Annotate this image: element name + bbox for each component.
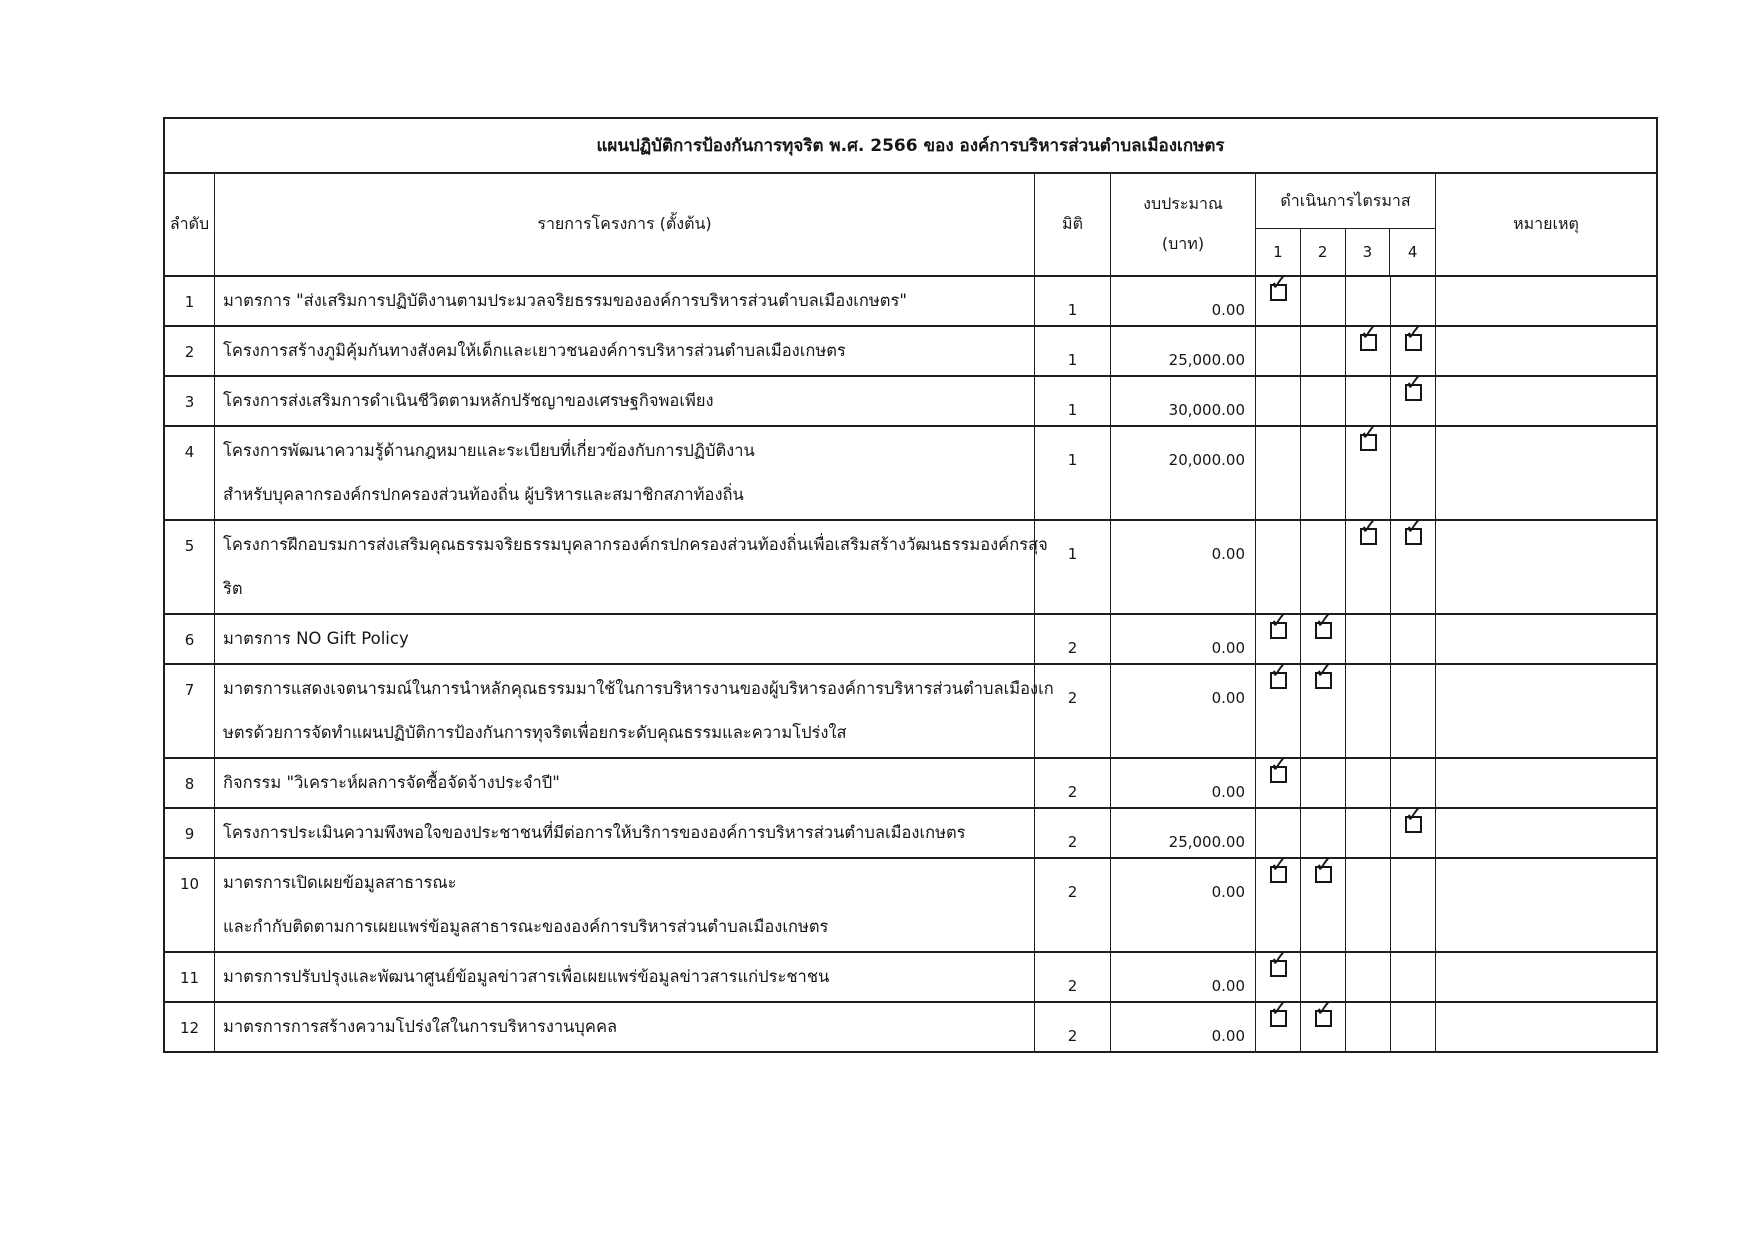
remark-cell: [1436, 327, 1656, 375]
col-header-quarters-group: [1256, 174, 1436, 275]
project-name-line: กิจกรรม "วิเคราะห์ผลการจัดซื้อจัดจ้างประจำปี": [223, 773, 560, 792]
quarter-3-cell: [1346, 665, 1391, 757]
remark-cell: [1436, 759, 1656, 807]
project-name-line: และกำกับติดตามการเผยแพร่ข้อมูลสาธารณะขององค์การบริหารส่วนตำบลเมืองเกษตร: [223, 917, 829, 936]
checked-checkbox-icon: [1314, 658, 1334, 689]
row-number: 7: [165, 665, 215, 757]
dimension-value: 2: [1035, 809, 1111, 857]
check-mark: ✓: [1359, 514, 1379, 540]
remark-cell: [1436, 809, 1656, 857]
quarter-1-cell: [1256, 521, 1301, 613]
check-mark: ✓: [1269, 852, 1289, 878]
quarter-3-cell: [1346, 859, 1391, 951]
check-mark: ✓: [1314, 852, 1334, 878]
row-number: 5: [165, 521, 215, 613]
quarter-1-cell: [1256, 809, 1301, 857]
col-header-budget-line1: งบประมาณ: [1143, 193, 1223, 213]
quarter-2-cell: [1301, 327, 1346, 375]
table-row: [165, 420, 1656, 519]
table-row: [165, 752, 1656, 807]
quarter-1-cell: [1256, 327, 1301, 375]
quarters-group-label: ดำเนินการไตรมาส: [1256, 174, 1435, 229]
checked-checkbox-icon: [1359, 420, 1379, 451]
dimension-value: 2: [1035, 859, 1111, 951]
quarter-number-headers: [1256, 229, 1435, 275]
row-number: 3: [165, 377, 215, 425]
quarter-3-cell: [1346, 514, 1391, 613]
check-mark: ✓: [1404, 514, 1424, 540]
project-name-line: โครงการประเมินความพึงพอใจของประชาชนที่มีต่อการให้บริการขององค์การบริหารส่วนตำบลเมืองเกษตร: [223, 823, 966, 842]
dimension-value: 2: [1035, 759, 1111, 807]
quarter-2-cell: [1301, 427, 1346, 519]
table-row: [165, 608, 1656, 663]
remark-cell: [1436, 665, 1656, 757]
project-name-cell: [215, 521, 1048, 613]
checked-checkbox-icon: [1269, 270, 1289, 301]
quarter-2-cell: [1301, 953, 1346, 1001]
budget-value: 20,000.00: [1111, 427, 1256, 519]
quarter-4-cell: [1391, 859, 1436, 951]
dimension-value: 2: [1035, 953, 1111, 1001]
project-name-cell: [215, 427, 1035, 519]
project-name-cell: [215, 759, 1035, 807]
quarter-1-cell: [1256, 270, 1301, 325]
table-row: [165, 514, 1656, 613]
quarter-3-cell: [1346, 953, 1391, 1001]
table-row: [165, 370, 1656, 425]
project-name-line: มาตรการแสดงเจตนารมณ์ในการนำหลักคุณธรรมมาใช้ในการบริหารงานของผู้บริหารองค์การบริหารส่วนตำบลเมืองเก: [223, 679, 1054, 698]
check-mark: ✓: [1314, 608, 1334, 634]
checked-checkbox-icon: [1314, 996, 1334, 1027]
col-header-remark: หมายเหตุ: [1513, 214, 1579, 233]
checked-checkbox-icon: [1404, 802, 1424, 833]
quarter-1-cell: [1256, 377, 1301, 425]
quarter-2-cell: [1301, 608, 1346, 663]
col-header-dimension: มิติ: [1035, 174, 1111, 275]
row-number: 10: [165, 859, 215, 951]
table-row: [165, 802, 1656, 857]
dimension-value: 1: [1035, 521, 1111, 613]
project-name-line: มาตรการเปิดเผยข้อมูลสาธารณะ: [223, 873, 457, 892]
check-mark: ✓: [1404, 802, 1424, 828]
budget-value: 0.00: [1111, 665, 1256, 757]
table-body: [165, 270, 1656, 1051]
quarter-4-cell: [1391, 615, 1436, 663]
project-name-cell: [215, 809, 1035, 857]
dimension-value: 1: [1035, 327, 1111, 375]
project-name-line: โครงการพัฒนาความรู้ด้านกฎหมายและระเบียบที่เกี่ยวข้องกับการปฏิบัติงาน: [223, 441, 755, 460]
project-name-cell: [215, 665, 1054, 757]
col-header-quarter-1: 1: [1256, 229, 1301, 275]
checked-checkbox-icon: [1269, 946, 1289, 977]
budget-value: 25,000.00: [1111, 327, 1256, 375]
quarter-1-cell: [1256, 852, 1301, 951]
project-name-line: โครงการสร้างภูมิคุ้มกันทางสังคมให้เด็กและเยาวชนองค์การบริหารส่วนตำบลเมืองเกษตร: [223, 341, 846, 360]
check-mark: ✓: [1359, 420, 1379, 446]
checked-checkbox-icon: [1359, 320, 1379, 351]
budget-value: 25,000.00: [1111, 809, 1256, 857]
remark-cell: [1436, 615, 1656, 663]
quarter-1-cell: [1256, 752, 1301, 807]
quarter-3-cell: [1346, 420, 1391, 519]
checked-checkbox-icon: [1269, 752, 1289, 783]
checked-checkbox-icon: [1314, 852, 1334, 883]
dimension-value: 1: [1035, 427, 1111, 519]
quarter-4-cell: [1391, 370, 1436, 425]
quarter-2-cell: [1301, 277, 1346, 325]
quarter-4-cell: [1391, 320, 1436, 375]
quarter-2-cell: [1301, 809, 1346, 857]
project-name-cell: [215, 1003, 1035, 1051]
dimension-value: 1: [1035, 377, 1111, 425]
budget-value: 0.00: [1111, 615, 1256, 663]
project-name-line: มาตรการ "ส่งเสริมการปฏิบัติงานตามประมวลจริยธรรมขององค์การบริหารส่วนตำบลเมืองเกษตร": [223, 291, 907, 310]
project-name-cell: [215, 953, 1035, 1001]
quarter-4-cell: [1391, 759, 1436, 807]
quarter-3-cell: [1346, 320, 1391, 375]
check-mark: ✓: [1269, 996, 1289, 1022]
row-number: 2: [165, 327, 215, 375]
checked-checkbox-icon: [1359, 514, 1379, 545]
row-number: 4: [165, 427, 215, 519]
checked-checkbox-icon: [1269, 608, 1289, 639]
dimension-value: 2: [1035, 665, 1111, 757]
quarter-3-cell: [1346, 1003, 1391, 1051]
quarter-2-cell: [1301, 852, 1346, 951]
remark-cell: [1436, 859, 1656, 951]
row-number: 9: [165, 809, 215, 857]
table-header-row: [165, 172, 1656, 275]
row-number: 1: [165, 277, 215, 325]
quarter-1-cell: [1256, 658, 1301, 757]
dimension-value: 1: [1035, 277, 1111, 325]
check-mark: ✓: [1314, 658, 1334, 684]
col-header-quarter-4: 4: [1407, 243, 1418, 261]
remark-cell: [1436, 377, 1656, 425]
quarter-1-cell: [1256, 608, 1301, 663]
remark-cell: [1436, 521, 1656, 613]
budget-value: 30,000.00: [1111, 377, 1256, 425]
table-row: [165, 270, 1656, 325]
checked-checkbox-icon: [1404, 320, 1424, 351]
col-header-no: ลำดับ: [165, 174, 215, 275]
check-mark: ✓: [1269, 752, 1289, 778]
checked-checkbox-icon: [1269, 852, 1289, 883]
remark-cell: [1436, 953, 1656, 1001]
quarter-3-cell: [1346, 277, 1391, 325]
quarter-3-cell: [1346, 759, 1391, 807]
project-name-line: มาตรการปรับปรุงและพัฒนาศูนย์ข้อมูลข่าวสารเพื่อเผยแพร่ข้อมูลข่าวสารแก่ประชาชน: [223, 967, 830, 986]
remark-cell: [1436, 277, 1656, 325]
table-title: แผนปฏิบัติการป้องกันการทุจริต พ.ศ. 2566 ของ องค์การบริหารส่วนตำบลเมืองเกษตร: [596, 136, 1225, 156]
table-row: [165, 852, 1656, 951]
quarter-2-cell: [1301, 377, 1346, 425]
project-name-line: ษตรด้วยการจัดทำแผนปฏิบัติการป้องกันการทุจริตเพื่อยกระดับคุณธรรมและความโปร่งใส: [223, 723, 847, 742]
budget-value: 0.00: [1111, 859, 1256, 951]
checked-checkbox-icon: [1404, 514, 1424, 545]
row-number: 11: [165, 953, 215, 1001]
budget-value: 0.00: [1111, 759, 1256, 807]
quarter-3-cell: [1346, 809, 1391, 857]
col-header-budget-line2: (บาท): [1161, 234, 1205, 254]
project-name-line: มาตรการการสร้างความโปร่งใสในการบริหารงานบุคคล: [223, 1017, 618, 1036]
check-mark: ✓: [1269, 608, 1289, 634]
check-mark: ✓: [1269, 946, 1289, 972]
budget-value: 0.00: [1111, 1003, 1256, 1051]
row-number: 8: [165, 759, 215, 807]
quarter-4-cell: [1391, 514, 1436, 613]
table-row: [165, 996, 1656, 1051]
project-name-line: สำหรับบุคลากรองค์กรปกครองส่วนท้องถิ่น ผู้บริหารและสมาชิกสภาท้องถิ่น: [223, 485, 744, 504]
budget-value: 0.00: [1111, 277, 1256, 325]
project-name-cell: [215, 615, 1035, 663]
quarter-1-cell: [1256, 427, 1301, 519]
project-name-line: โครงการส่งเสริมการดำเนินชีวิตตามหลักปรัชญาของเศรษฐกิจพอเพียง: [223, 391, 714, 410]
budget-value: 0.00: [1111, 953, 1256, 1001]
row-number: 12: [165, 1003, 215, 1051]
quarter-1-cell: [1256, 946, 1301, 1001]
dimension-value: 2: [1035, 1003, 1111, 1051]
quarter-2-cell: [1301, 658, 1346, 757]
project-name-cell: [215, 327, 1035, 375]
col-header-budget: [1111, 174, 1256, 275]
check-mark: ✓: [1359, 320, 1379, 346]
quarter-4-cell: [1391, 277, 1436, 325]
col-header-project: รายการโครงการ (ตั้งต้น): [215, 174, 1035, 275]
anti-corruption-plan-table: [163, 117, 1658, 1053]
dimension-value: 2: [1035, 615, 1111, 663]
project-name-cell: [215, 277, 1035, 325]
quarter-4-cell: [1391, 1003, 1436, 1051]
col-header-quarter-3: 3: [1346, 229, 1391, 275]
project-name-line: มาตรการ NO Gift Policy: [223, 629, 409, 648]
row-number: 6: [165, 615, 215, 663]
quarter-2-cell: [1301, 996, 1346, 1051]
quarter-1-cell: [1256, 996, 1301, 1051]
project-name-line: ริต: [223, 579, 243, 598]
check-mark: ✓: [1404, 370, 1424, 396]
checked-checkbox-icon: [1314, 608, 1334, 639]
table-row: [165, 658, 1656, 757]
table-row: [165, 320, 1656, 375]
project-name-cell: [215, 859, 1035, 951]
quarter-4-cell: [1391, 427, 1436, 519]
remark-cell: [1436, 427, 1656, 519]
quarter-4-cell: [1391, 665, 1436, 757]
project-name-cell: [215, 377, 1035, 425]
quarter-3-cell: [1346, 377, 1391, 425]
check-mark: ✓: [1404, 320, 1424, 346]
quarter-2-cell: [1301, 759, 1346, 807]
checked-checkbox-icon: [1404, 370, 1424, 401]
table-row: [165, 946, 1656, 1001]
check-mark: ✓: [1269, 658, 1289, 684]
check-mark: ✓: [1269, 270, 1289, 296]
remark-cell: [1436, 1003, 1656, 1051]
checked-checkbox-icon: [1269, 658, 1289, 689]
quarter-2-cell: [1301, 521, 1346, 613]
check-mark: ✓: [1314, 996, 1334, 1022]
project-name-line: โครงการฝึกอบรมการส่งเสริมคุณธรรมจริยธรรมบุคลากรองค์กรปกครองส่วนท้องถิ่นเพื่อเสริมสร้างวัฒนธรรมองค์กรสุจ: [223, 535, 1048, 554]
checked-checkbox-icon: [1269, 996, 1289, 1027]
quarter-4-cell: [1391, 953, 1436, 1001]
quarter-3-cell: [1346, 615, 1391, 663]
quarter-4-cell: [1391, 802, 1436, 857]
budget-value: 0.00: [1111, 521, 1256, 613]
col-header-quarter-2: 2: [1301, 229, 1346, 275]
